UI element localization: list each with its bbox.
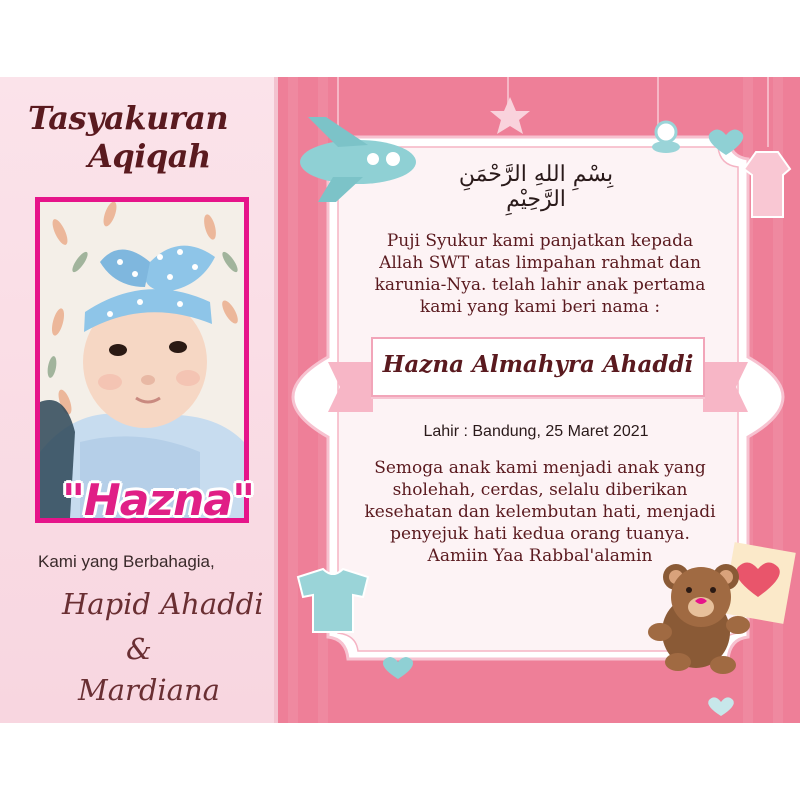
intro-line: kami yang kami beri nama : xyxy=(419,297,661,317)
wish-line: Semoga anak kami menjadi anak yang xyxy=(374,458,706,478)
heart-icon xyxy=(708,697,734,716)
intro-line: Allah SWT atas limpahan rahmat dan xyxy=(379,253,701,273)
mother-name: Mardiana xyxy=(78,673,220,707)
parents-ampersand: & xyxy=(126,632,152,666)
title-aqiqah: Aqiqah xyxy=(88,137,211,175)
father-name: Hapid Ahaddi xyxy=(62,587,264,621)
happy-label: Kami yang Berbahagia, xyxy=(38,552,215,571)
wish-line: penyejuk hati kedua orang tuanya. xyxy=(390,524,690,544)
title-tasyakuran: Tasyakuran xyxy=(28,99,229,137)
left-column xyxy=(0,77,278,723)
baby-photo-illustration xyxy=(40,202,244,518)
wish-line: kesehatan dan kelembutan hati, menjadi xyxy=(364,502,716,522)
star-icon xyxy=(490,97,530,134)
bismillah-calligraphy: بِسْمِ اللهِ الرَّحْمَنِ الرَّحِيْمِ xyxy=(458,162,614,212)
child-name-box xyxy=(371,337,705,397)
baby-photo xyxy=(40,202,244,518)
wish-line: sholehah, cerdas, selalu diberikan xyxy=(392,480,688,500)
birth-info: Lahir : Bandung, 25 Maret 2021 xyxy=(423,423,649,440)
wish-line: Aamiin Yaa Rabbal'alamin xyxy=(427,546,653,566)
intro-line: Puji Syukur kami panjatkan kepada xyxy=(386,231,694,251)
intro-line: karunia-Nya. telah lahir anak pertama xyxy=(374,275,706,295)
child-full-name: Hazna Almahyra Ahaddi xyxy=(382,351,694,378)
wish-paragraph xyxy=(340,457,740,567)
pacifier-icon xyxy=(652,122,680,153)
baby-nickname: "Hazna" xyxy=(62,475,254,526)
invitation-card xyxy=(0,77,800,723)
right-panel xyxy=(278,77,800,723)
intro-paragraph xyxy=(340,230,740,318)
